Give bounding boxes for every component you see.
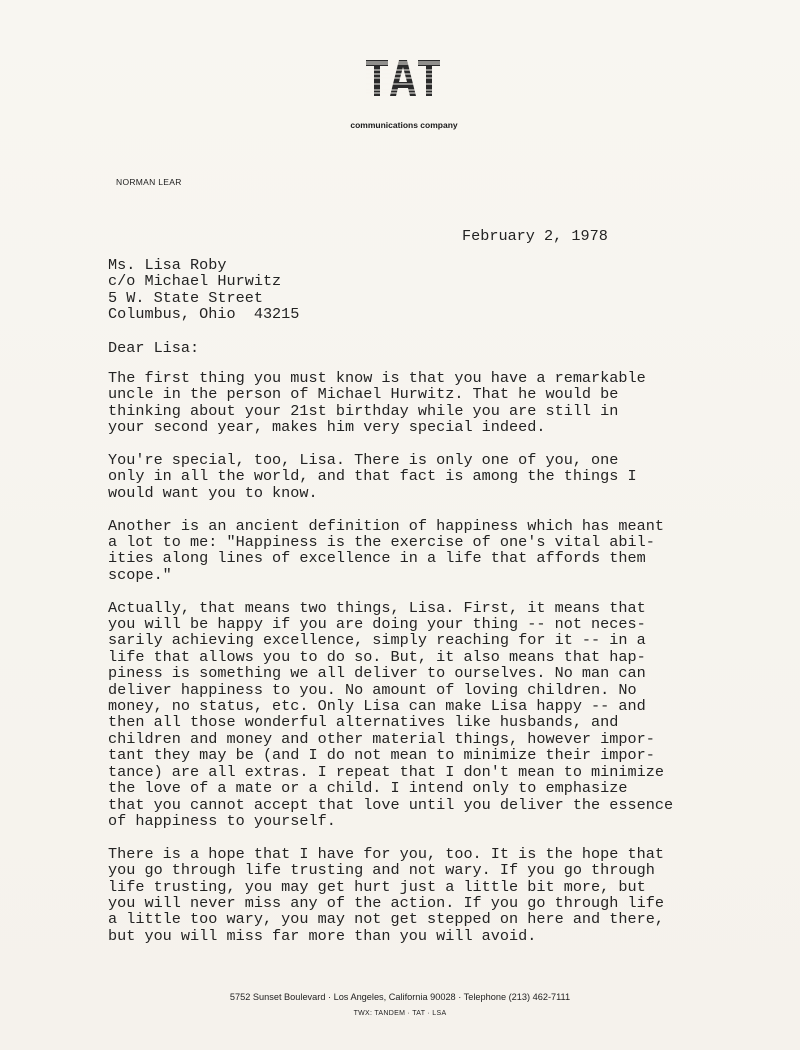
letter-date: February 2, 1978 [462, 227, 608, 245]
address-line: Columbus, Ohio 43215 [108, 305, 300, 324]
body-paragraph: Actually, that means two things, Lisa. First, it means that you will be happy if you are doing your thing -- not neces- sarily achieving excellence, simply reaching for it -- in a life that allows you to do so. But, it also means that hap- piness is something we all deliver to ourselves. No man can deliver happiness to you. No amount of loving children. No money, no status, etc. Only Lisa can make Lisa happy -- and then all those wonderful alternatives like husbands, and children and money and other material things, however impor- tant they may be (and I do not mean to minimize their impor- tance) are all extras. I repeat that I don't mean to minimize the love of a mate or a child. I intend only to emphasize that you cannot accept that love until you deliver the essence of happiness to yourself. [108, 598, 674, 830]
footer-address: 5752 Sunset Boulevard · Los Angeles, California 90028 · Telephone (213) 462-7111 [229, 992, 571, 1002]
footer-twx: TWX: TANDEM · TAT · LSA [353, 1010, 447, 1017]
company-wordmark: communications company [350, 120, 458, 130]
sender-name: NORMAN LEAR [116, 177, 182, 187]
address-line: c/o Michael Hurwitz [108, 272, 282, 291]
body-paragraph: You're special, too, Lisa. There is only one of you, one only in all the world, and that fact is among the things I would want you to know. [108, 451, 637, 502]
salutation: Dear Lisa: [108, 339, 200, 357]
body-paragraph: Another is an ancient definition of happiness which has meant a lot to me: "Happiness is the exercise of one's vital abil- ities along lines of excellence in a life that affords them scope." [108, 516, 664, 584]
letter-body [108, 370, 718, 961]
body-paragraph: The first thing you must know is that you have a remarkable uncle in the person of Michael Hurwitz. That he would be thinking about your 21st birthday while you are still in your second year, makes him very special indeed. [108, 369, 646, 437]
body-paragraph: There is a hope that I have for you, too. It is the hope that you go through life trusting and not wary. If you go through life trusting, you may get hurt just a little bit more, but you will never miss any of the action. If you go through life a little too wary, you may not get stepped on here and there, but you will miss far more than you will avoid. [108, 844, 664, 945]
address-line: 5 W. State Street [108, 288, 263, 307]
recipient-address [108, 257, 299, 323]
address-line: Ms. Lisa Roby [108, 256, 227, 274]
tat-logo [366, 60, 440, 100]
